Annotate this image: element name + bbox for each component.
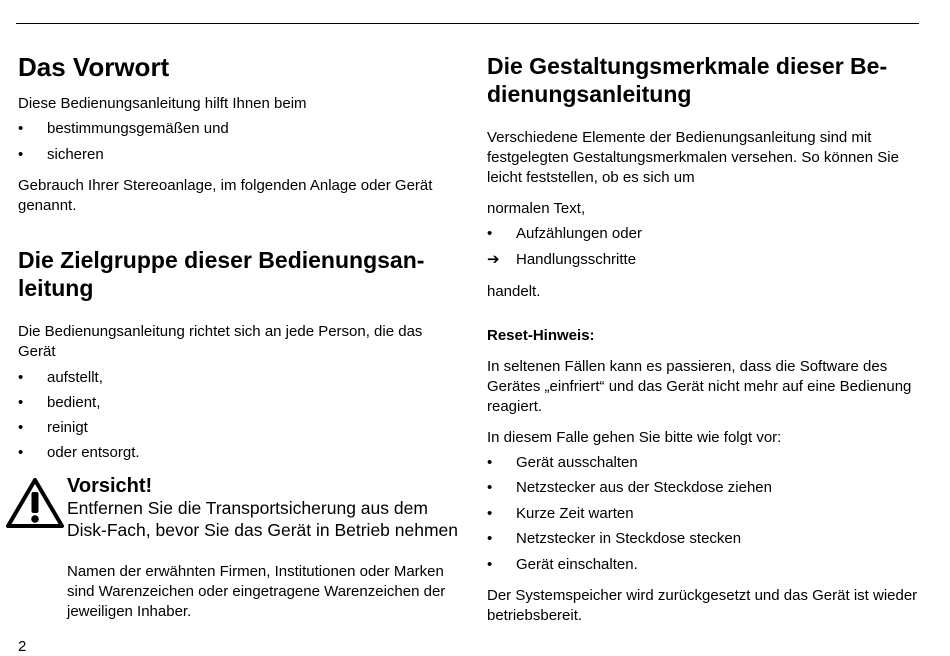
bullet-icon: • — [487, 556, 493, 573]
page-number: 2 — [18, 638, 27, 655]
reset-text: In seltenen Fällen kann es passieren, dass die Software des Gerätes „einfriert“ und das Gerät nicht mehr auf eine Bedienung reagiert. — [487, 358, 912, 415]
warning-line: Disk-Fach, bevor Sie das Gerät in Betrieb nehmen — [67, 520, 459, 540]
bullet-icon: • — [487, 505, 493, 522]
vorwort-outro: Gebrauch Ihrer Stereoanlage, im folgenden Anlage oder Gerät genannt. — [18, 177, 433, 214]
normal-text-example: normalen Text, — [487, 200, 586, 217]
bullet-icon: • — [487, 530, 493, 547]
zielgruppe-intro: Die Bedienungsanleitung richtet sich an jede Person, die das Gerät — [18, 323, 423, 360]
warning-line: Entfernen Sie die Transportsicherung aus dem — [67, 498, 428, 518]
reset-intro: In diesem Falle gehen Sie bitte wie folgt vor: — [487, 429, 782, 446]
vorwort-intro: Diese Bedienungsanleitung hilft Ihnen beim — [18, 95, 307, 112]
bullet-icon: • — [18, 120, 24, 137]
bullet-icon: • — [18, 394, 24, 411]
bullet-icon: • — [18, 369, 24, 386]
warning-title: Vorsicht! — [67, 475, 153, 497]
top-rule — [16, 23, 919, 24]
vorwort-title: Das Vorwort — [18, 52, 170, 82]
zielgruppe-title: Die Zielgruppe dieser Bedienungsan-leitung — [18, 247, 425, 301]
bullet-icon: • — [487, 479, 493, 496]
bullet-icon: • — [18, 444, 24, 461]
trademark-note: Namen der erwähnten Firmen, Institutionen oder Marken sind Warenzeichen oder eingetragene Warenzeichen der jeweiligen Inhaber. — [67, 563, 446, 620]
bullet-icon: • — [18, 146, 24, 163]
gestaltung-intro: Verschiedene Elemente der Bedienungsanleitung sind mit festgelegten Gestaltungsmerkmalen versehen. So können Sie leicht feststellen, ob es sich um — [487, 129, 899, 186]
arrow-right-icon: ➔ — [487, 251, 500, 268]
warning-triangle-icon — [4, 476, 66, 530]
bullet-icon: • — [18, 419, 24, 436]
reset-outro: Der Systemspeicher wird zurückgesetzt und das Gerät ist wieder betriebsbereit. — [487, 587, 918, 624]
gestaltung-title: Die Gestaltungsmerkmale dieser Be-dienungsanleitung — [487, 53, 888, 107]
bullet-icon: • — [487, 454, 493, 471]
bullet-icon: • — [487, 225, 493, 242]
reset-heading: Reset-Hinweis: — [487, 327, 595, 344]
handelt-text: handelt. — [487, 283, 541, 300]
